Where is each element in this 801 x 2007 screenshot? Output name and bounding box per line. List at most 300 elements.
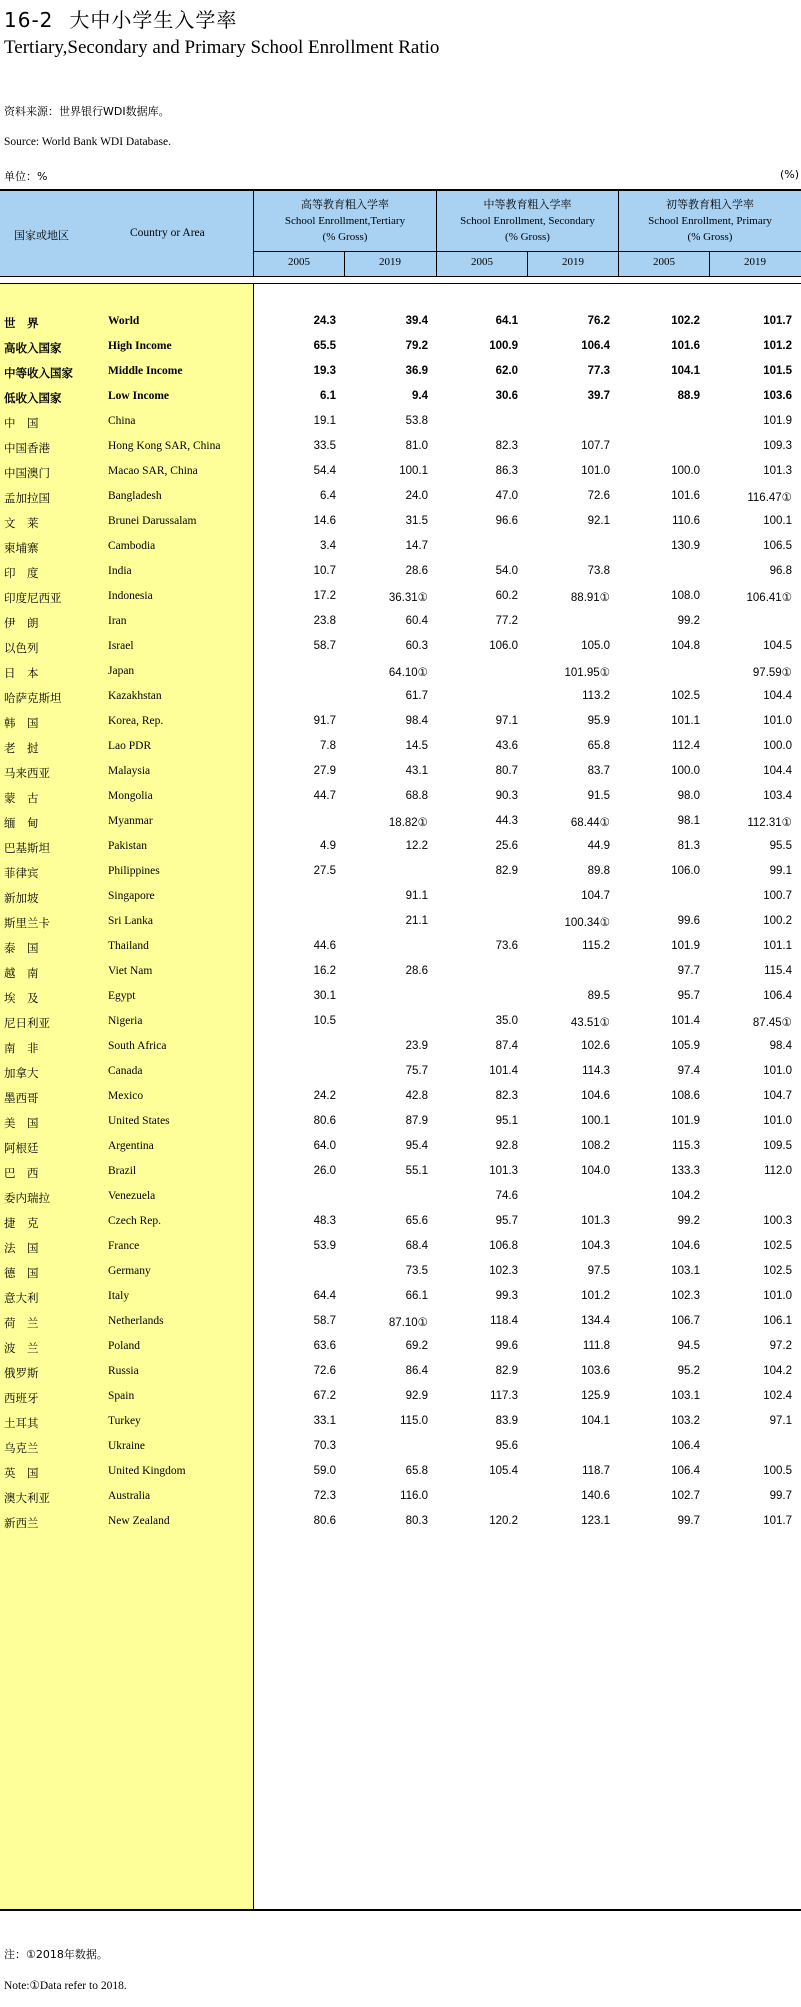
value-cell: 35.0 — [495, 1015, 518, 1027]
value-cell: 101.0 — [581, 465, 610, 477]
country-name-cn: 法 国 — [4, 1241, 39, 1255]
value-cell: 72.6 — [587, 490, 610, 502]
value-cell: 3.4 — [320, 540, 336, 552]
value-cell: 82.9 — [495, 865, 518, 877]
value-cell: 43.1 — [405, 765, 428, 777]
value-cell: 88.9 — [677, 390, 700, 402]
country-name-cn: 美 国 — [4, 1116, 39, 1130]
value-cell: 76.2 — [587, 315, 610, 327]
value-cell: 118.7 — [582, 1465, 610, 1477]
value-cell: 97.1 — [495, 715, 518, 727]
value-cell: 113.2 — [582, 690, 610, 702]
value-cell: 102.4 — [763, 1390, 792, 1402]
value-cell: 14.6 — [313, 515, 336, 527]
value-cell: 103.1 — [671, 1390, 700, 1402]
value-cell: 27.9 — [313, 765, 336, 777]
value-cell: 92.9 — [405, 1390, 428, 1402]
country-name-cn: 中 国 — [4, 416, 39, 430]
value-cell: 102.6 — [581, 1040, 610, 1052]
value-cell: 101.0 — [763, 715, 792, 727]
value-cell: 82.3 — [495, 1090, 518, 1102]
value-cell: 100.9 — [489, 340, 518, 352]
country-name-cn: 以色列 — [4, 641, 39, 655]
value-cell: 99.6 — [495, 1340, 518, 1352]
value-cell: 72.6 — [313, 1365, 336, 1377]
value-cell: 101.7 — [763, 315, 792, 327]
year-header: 2019 — [744, 256, 766, 268]
value-cell: 101.0 — [763, 1065, 792, 1077]
country-name-cn: 中国香港 — [4, 441, 50, 455]
table-row — [0, 411, 801, 436]
value-cell: 36.9 — [405, 365, 428, 377]
country-name-cn: 世 界 — [4, 316, 39, 330]
country-name-cn: 印 度 — [4, 566, 39, 580]
value-cell: 73.5 — [405, 1265, 428, 1277]
value-cell: 99.3 — [495, 1290, 518, 1302]
country-name-en: Netherlands — [108, 1315, 164, 1327]
table-row — [0, 961, 801, 986]
country-name-en: Malaysia — [108, 765, 151, 777]
value-cell: 14.5 — [405, 740, 428, 752]
value-cell: 100.0 — [671, 765, 700, 777]
value-cell: 24.2 — [313, 1090, 336, 1102]
value-cell: 105.4 — [489, 1465, 518, 1477]
country-name-en: Bangladesh — [108, 490, 162, 502]
value-cell: 87.10① — [388, 1317, 428, 1329]
value-cell: 104.2 — [671, 1190, 700, 1202]
country-name-en: High Income — [108, 340, 172, 352]
value-cell: 87.4 — [495, 1040, 518, 1052]
table-number: 16-2 — [4, 8, 54, 32]
value-cell: 97.59① — [752, 667, 792, 679]
value-cell: 19.3 — [313, 365, 336, 377]
value-cell: 97.7 — [677, 965, 700, 977]
table-row — [0, 486, 801, 511]
value-cell: 21.1 — [405, 915, 428, 927]
value-cell: 60.4 — [405, 615, 428, 627]
table-row — [0, 936, 801, 961]
table-row — [0, 461, 801, 486]
table-row — [0, 1086, 801, 1111]
country-name-en: Poland — [108, 1340, 140, 1352]
value-cell: 27.5 — [313, 865, 336, 877]
value-cell: 97.2 — [769, 1340, 792, 1352]
value-cell: 30.1 — [313, 990, 336, 1002]
value-cell: 102.5 — [763, 1265, 792, 1277]
value-cell: 101.2 — [763, 340, 792, 352]
country-name-en: Czech Rep. — [108, 1215, 162, 1227]
value-cell: 99.7 — [769, 1490, 792, 1502]
value-cell: 106.7 — [671, 1315, 700, 1327]
value-cell: 95.2 — [677, 1365, 700, 1377]
country-name-en: Cambodia — [108, 540, 156, 552]
value-cell: 110.6 — [672, 515, 700, 527]
value-cell: 101.4 — [671, 1015, 700, 1027]
year-header: 2019 — [562, 256, 584, 268]
value-cell: 54.0 — [495, 565, 518, 577]
value-cell: 104.7 — [763, 1090, 792, 1102]
value-cell: 23.8 — [313, 615, 336, 627]
header-bottom-border — [0, 276, 801, 277]
value-cell: 109.5 — [763, 1140, 792, 1152]
value-cell: 102.5 — [671, 690, 700, 702]
value-cell: 99.2 — [677, 615, 700, 627]
value-cell: 33.5 — [313, 440, 336, 452]
country-name-cn: 英 国 — [4, 1466, 39, 1480]
title-cn-text: 大中小学生入学率 — [69, 8, 238, 32]
country-name-cn: 巴 西 — [4, 1166, 39, 1180]
table-row — [0, 436, 801, 461]
country-name-en: Canada — [108, 1065, 143, 1077]
country-name-cn: 新加坡 — [4, 891, 39, 905]
country-name-en: Nigeria — [108, 1015, 143, 1027]
value-cell: 31.5 — [405, 515, 428, 527]
value-cell: 109.3 — [763, 440, 792, 452]
value-cell: 101.3 — [581, 1215, 610, 1227]
table-row — [0, 911, 801, 936]
value-cell: 69.2 — [405, 1340, 428, 1352]
page-title-cn — [4, 4, 237, 33]
value-cell: 115.3 — [672, 1140, 700, 1152]
value-cell: 60.2 — [495, 590, 518, 602]
table-row — [0, 811, 801, 836]
value-cell: 48.3 — [313, 1215, 336, 1227]
value-cell: 90.3 — [495, 790, 518, 802]
group-label-cn: 中等教育粗入学率 — [483, 198, 572, 211]
table-row — [0, 1136, 801, 1161]
value-cell: 106.41① — [746, 592, 792, 604]
group-label-cn: 初等教育粗入学率 — [666, 198, 754, 211]
value-cell: 100.34① — [564, 917, 610, 929]
country-name-cn: 新西兰 — [4, 1516, 39, 1530]
value-cell: 83.9 — [495, 1415, 518, 1427]
table-row — [0, 1261, 801, 1286]
value-cell: 44.6 — [313, 940, 336, 952]
value-cell: 104.4 — [763, 690, 792, 702]
value-cell: 106.1 — [763, 1315, 792, 1327]
country-name-cn: 西班牙 — [4, 1391, 39, 1405]
table-row — [0, 511, 801, 536]
value-cell: 99.6 — [677, 915, 700, 927]
country-name-cn: 德 国 — [4, 1266, 39, 1280]
value-cell: 101.2 — [581, 1290, 610, 1302]
value-cell: 36.31① — [388, 592, 428, 604]
value-cell: 86.4 — [405, 1365, 428, 1377]
value-cell: 103.6 — [763, 390, 792, 402]
value-cell: 70.3 — [313, 1440, 336, 1452]
value-cell: 101.9 — [763, 415, 792, 427]
table-row — [0, 1436, 801, 1461]
value-cell: 100.0 — [671, 465, 700, 477]
table-row — [0, 736, 801, 761]
value-cell: 97.4 — [677, 1065, 700, 1077]
value-cell: 77.2 — [495, 615, 518, 627]
country-name-en: Italy — [108, 1290, 130, 1302]
value-cell: 73.6 — [495, 940, 518, 952]
value-cell: 100.1 — [763, 515, 792, 527]
value-cell: 106.4 — [581, 340, 610, 352]
value-cell: 53.8 — [405, 415, 428, 427]
table-row — [0, 986, 801, 1011]
group-label-en: School Enrollment, Primary — [648, 215, 772, 227]
country-name-cn: 菲律宾 — [4, 866, 39, 880]
value-cell: 80.7 — [495, 765, 518, 777]
table-row — [0, 536, 801, 561]
country-name-en: Israel — [108, 640, 134, 652]
value-cell: 101.6 — [671, 340, 700, 352]
country-name-en: Myanmar — [108, 815, 153, 827]
value-cell: 83.7 — [587, 765, 610, 777]
table-row — [0, 361, 801, 386]
value-cell: 59.0 — [313, 1465, 336, 1477]
country-name-cn: 南 非 — [4, 1041, 39, 1055]
country-name-en: Singapore — [108, 890, 155, 902]
country-name-en: Hong Kong SAR, China — [108, 440, 221, 452]
table-row — [0, 1061, 801, 1086]
country-name-en: Thailand — [108, 940, 149, 952]
group-label-cn: 高等教育粗入学率 — [301, 198, 389, 211]
value-cell: 100.1 — [581, 1115, 610, 1127]
value-cell: 12.2 — [405, 840, 428, 852]
value-cell: 104.2 — [763, 1365, 792, 1377]
table-row — [0, 1461, 801, 1486]
country-name-cn: 孟加拉国 — [4, 491, 50, 505]
value-cell: 101.5 — [763, 365, 792, 377]
country-name-cn: 老 挝 — [4, 741, 39, 755]
value-cell: 97.5 — [587, 1265, 610, 1277]
country-name-cn: 俄罗斯 — [4, 1366, 39, 1380]
value-cell: 106.8 — [489, 1240, 518, 1252]
source-cn: 资料来源：世界银行WDI数据库。 — [4, 105, 170, 118]
country-name-en: Mongolia — [108, 790, 153, 802]
country-name-en: Turkey — [108, 1415, 141, 1427]
country-name-en: Japan — [108, 665, 135, 677]
value-cell: 26.0 — [313, 1165, 336, 1177]
value-cell: 16.2 — [313, 965, 336, 977]
value-cell: 6.1 — [320, 390, 336, 402]
table-row — [0, 786, 801, 811]
country-name-cn: 柬埔寨 — [4, 541, 39, 555]
value-cell: 65.8 — [405, 1465, 428, 1477]
country-name-en: Lao PDR — [108, 740, 152, 752]
value-cell: 39.4 — [405, 315, 428, 327]
country-name-en: New Zealand — [108, 1515, 170, 1527]
value-cell: 86.3 — [495, 465, 518, 477]
country-name-cn: 中等收入国家 — [4, 366, 73, 380]
value-cell: 115.4 — [764, 965, 792, 977]
value-cell: 140.6 — [581, 1490, 610, 1502]
country-name-en: South Africa — [108, 1040, 167, 1052]
group-label-en: School Enrollment,Tertiary — [284, 215, 406, 227]
country-name-en: Philippines — [108, 865, 160, 877]
value-cell: 96.8 — [769, 565, 792, 577]
table-row — [0, 1286, 801, 1311]
value-cell: 101.6 — [671, 490, 700, 502]
value-cell: 106.4 — [763, 990, 792, 1002]
table-row — [0, 861, 801, 886]
table-row — [0, 611, 801, 636]
value-cell: 98.1 — [677, 815, 700, 827]
value-cell: 10.5 — [313, 1015, 336, 1027]
value-cell: 108.2 — [581, 1140, 610, 1152]
table-row — [0, 1186, 801, 1211]
table-row — [0, 1111, 801, 1136]
table-row — [0, 1011, 801, 1036]
value-cell: 92.1 — [587, 515, 610, 527]
value-cell: 104.8 — [671, 640, 700, 652]
unit-label-right: (%) — [779, 168, 799, 181]
table-row — [0, 1161, 801, 1186]
value-cell: 24.0 — [405, 490, 428, 502]
country-name-en: Kazakhstan — [108, 690, 162, 702]
value-cell: 115.0 — [400, 1415, 428, 1427]
country-name-en: Brazil — [108, 1165, 137, 1177]
value-cell: 101.0 — [763, 1115, 792, 1127]
value-cell: 80.3 — [405, 1515, 428, 1527]
value-cell: 120.2 — [489, 1515, 518, 1527]
value-cell: 68.8 — [405, 790, 428, 802]
value-cell: 102.3 — [671, 1290, 700, 1302]
group-label-en: School Enrollment, Secondary — [460, 215, 595, 227]
table-row — [0, 836, 801, 861]
value-cell: 23.9 — [405, 1040, 428, 1052]
country-name-cn: 高收入国家 — [4, 341, 62, 355]
value-cell: 101.9 — [671, 940, 700, 952]
value-cell: 112.0 — [764, 1165, 792, 1177]
value-cell: 94.5 — [677, 1340, 700, 1352]
value-cell: 125.9 — [581, 1390, 610, 1402]
value-cell: 42.8 — [405, 1090, 428, 1102]
country-name-en: India — [108, 565, 132, 577]
value-cell: 14.7 — [405, 540, 428, 552]
value-cell: 80.6 — [313, 1115, 336, 1127]
table-row — [0, 1411, 801, 1436]
value-cell: 118.4 — [490, 1315, 518, 1327]
value-cell: 63.6 — [313, 1340, 336, 1352]
group-label-unit: (% Gross) — [505, 231, 550, 243]
value-cell: 24.3 — [313, 315, 336, 327]
value-cell: 44.9 — [587, 840, 610, 852]
table-row — [0, 1036, 801, 1061]
value-cell: 99.1 — [769, 865, 792, 877]
value-cell: 116.47① — [747, 492, 792, 504]
value-cell: 54.4 — [313, 465, 336, 477]
value-cell: 101.3 — [489, 1165, 518, 1177]
value-cell: 101.0 — [763, 1290, 792, 1302]
value-cell: 39.7 — [587, 390, 610, 402]
source-en: Source: World Bank WDI Database. — [4, 136, 171, 148]
value-cell: 104.4 — [763, 765, 792, 777]
value-cell: 103.6 — [581, 1365, 610, 1377]
value-cell: 134.4 — [581, 1315, 610, 1327]
value-cell: 6.4 — [320, 490, 336, 502]
country-name-cn: 澳大利亚 — [4, 1491, 50, 1505]
value-cell: 95.6 — [495, 1440, 518, 1452]
value-cell: 106.4 — [671, 1465, 700, 1477]
table-row — [0, 1311, 801, 1336]
value-cell: 60.3 — [405, 640, 428, 652]
value-cell: 102.3 — [489, 1265, 518, 1277]
table-row — [0, 661, 801, 686]
country-name-cn: 低收入国家 — [4, 391, 62, 405]
value-cell: 7.8 — [320, 740, 336, 752]
country-name-en: Mexico — [108, 1090, 144, 1102]
value-cell: 102.7 — [671, 1490, 700, 1502]
value-cell: 64.4 — [313, 1290, 336, 1302]
value-cell: 95.5 — [769, 840, 792, 852]
value-cell: 104.6 — [581, 1090, 610, 1102]
table-row — [0, 886, 801, 911]
table-row — [0, 1511, 801, 1536]
value-cell: 81.3 — [677, 840, 700, 852]
table-row — [0, 386, 801, 411]
value-cell: 95.7 — [495, 1215, 518, 1227]
value-cell: 106.4 — [671, 1440, 700, 1452]
value-cell: 80.6 — [313, 1515, 336, 1527]
country-name-cn: 文 莱 — [4, 516, 39, 530]
value-cell: 103.2 — [671, 1415, 700, 1427]
country-name-en: France — [108, 1240, 140, 1252]
country-name-cn: 尼日利亚 — [4, 1016, 50, 1030]
value-cell: 30.6 — [495, 390, 518, 402]
value-cell: 64.10① — [388, 667, 428, 679]
value-cell: 105.9 — [671, 1040, 700, 1052]
country-name-en: Korea, Rep. — [108, 715, 164, 727]
value-cell: 88.91① — [570, 592, 610, 604]
country-name-cn: 泰 国 — [4, 941, 39, 955]
value-cell: 101.3 — [763, 465, 792, 477]
value-cell: 33.1 — [313, 1415, 336, 1427]
country-name-en: Germany — [108, 1265, 151, 1277]
country-name-en: Spain — [108, 1390, 135, 1402]
value-cell: 95.7 — [677, 990, 700, 1002]
country-name-cn: 波 兰 — [4, 1341, 39, 1355]
value-cell: 74.6 — [495, 1190, 518, 1202]
value-cell: 107.7 — [581, 440, 610, 452]
value-cell: 95.9 — [587, 715, 610, 727]
value-cell: 61.7 — [405, 690, 428, 702]
country-name-cn: 马来西亚 — [4, 766, 50, 780]
country-name-cn: 埃 及 — [4, 991, 39, 1005]
value-cell: 82.9 — [495, 1365, 518, 1377]
value-cell: 100.5 — [763, 1465, 792, 1477]
value-cell: 99.7 — [677, 1515, 700, 1527]
value-cell: 104.1 — [671, 365, 700, 377]
country-name-en: Middle Income — [108, 365, 183, 377]
country-name-cn: 哈萨克斯坦 — [4, 691, 62, 705]
country-name-cn: 荷 兰 — [4, 1316, 39, 1330]
value-cell: 106.5 — [763, 540, 792, 552]
country-name-cn: 中国澳门 — [4, 466, 50, 480]
value-cell: 65.5 — [313, 340, 336, 352]
value-cell: 100.0 — [763, 740, 792, 752]
value-cell: 130.9 — [671, 540, 700, 552]
value-cell: 116.0 — [400, 1490, 428, 1502]
value-cell: 101.1 — [763, 940, 792, 952]
country-name-en: Pakistan — [108, 840, 147, 852]
column-group-secondary — [437, 197, 618, 245]
value-cell: 100.3 — [763, 1215, 792, 1227]
country-name-en: Low Income — [108, 390, 170, 402]
value-cell: 68.4 — [405, 1240, 428, 1252]
value-cell: 9.4 — [412, 390, 428, 402]
value-cell: 28.6 — [405, 565, 428, 577]
country-name-en: Sri Lanka — [108, 915, 154, 927]
value-cell: 98.0 — [677, 790, 700, 802]
country-name-cn: 加拿大 — [4, 1066, 39, 1080]
year-header: 2019 — [379, 256, 401, 268]
unit-label: 单位：% — [4, 170, 48, 183]
